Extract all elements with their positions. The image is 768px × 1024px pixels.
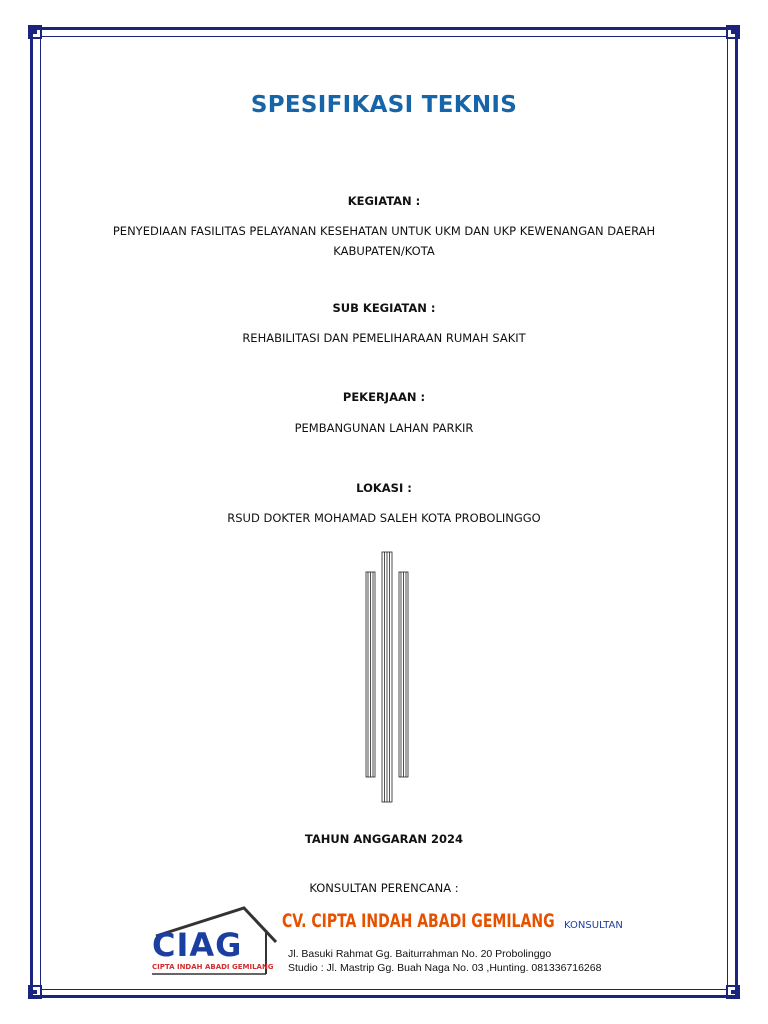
company-tag: KONSULTAN [564, 920, 623, 931]
sub-kegiatan-value: REHABILITASI DAN PEMELIHARAAN RUMAH SAKIT [242, 331, 526, 345]
kegiatan-label: KEGIATAN : [347, 194, 421, 208]
lokasi-label: LOKASI : [356, 481, 412, 495]
company-studio-address: Studio : Jl. Mastrip Gg. Buah Naga No. 03 ,Hunting. 081336716268 [288, 962, 602, 974]
pekerjaan-label: PEKERJAAN : [342, 390, 426, 404]
pillar-ornament [362, 550, 412, 805]
kegiatan-value: PENYEDIAAN FASILITAS PELAYANAN KESEHATAN UNTUK UKM DAN UKP KEWENANGAN DAERAH KABUPATEN/KOTA [112, 224, 656, 258]
sub-kegiatan-label: SUB KEGIATAN : [332, 301, 436, 315]
pekerjaan-value: PEMBANGUNAN LAHAN PARKIR [294, 421, 474, 435]
consultant-logo-block [148, 906, 628, 978]
company-address: Jl. Basuki Rahmat Gg. Baiturrahman No. 20 Probolinggo [288, 948, 552, 960]
budget-year: TAHUN ANGGARAN 2024 [304, 832, 464, 846]
corner-ornament-top-left [28, 25, 42, 39]
consultant-label: KONSULTAN PERENCANA : [309, 881, 459, 895]
lokasi-value: RSUD DOKTER MOHAMAD SALEH KOTA PROBOLINGGO [227, 511, 541, 525]
document-title: SPESIFIKASI TEKNIS [250, 92, 518, 118]
corner-ornament-bottom-right [726, 985, 740, 999]
company-name: CV. CIPTA INDAH ABADI GEMILANG [282, 910, 555, 932]
corner-ornament-top-right [726, 25, 740, 39]
corner-ornament-bottom-left [28, 985, 42, 999]
logo-letters: CIAG [152, 926, 243, 964]
logo-caption: CIPTA INDAH ABADI GEMILANG [152, 963, 274, 971]
